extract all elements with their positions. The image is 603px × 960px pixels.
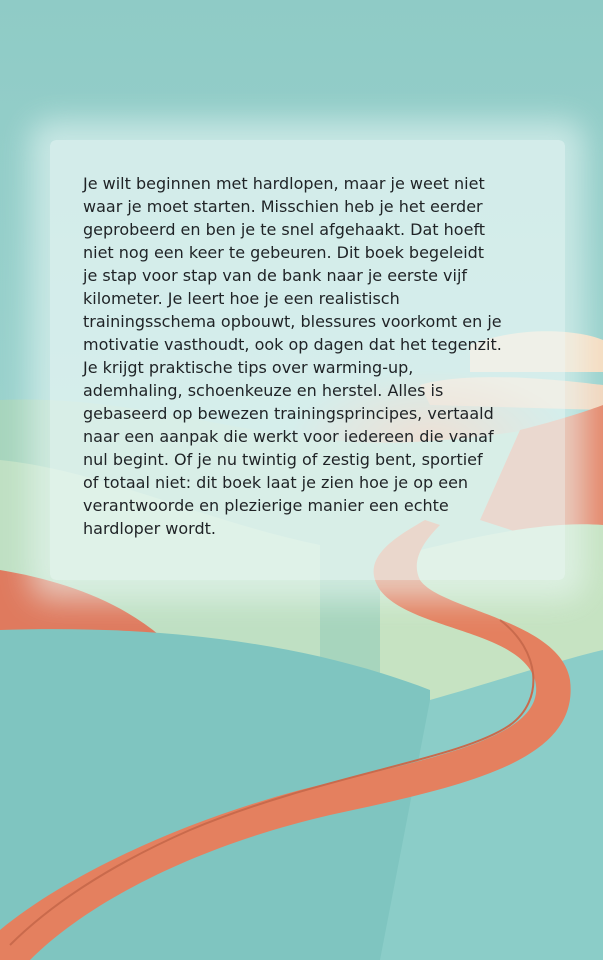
blurb-line: Je krijgt praktische tips over warming-up,: [83, 358, 414, 377]
blurb-line: gebaseerd op bewezen trainingsprincipes, vertaald: [83, 404, 494, 423]
blurb-line: je stap voor stap van de bank naar je eerste vijf: [83, 266, 468, 285]
blurb-line: motivatie vasthoudt, ook op dagen dat het tegenzit.: [83, 335, 502, 354]
blurb-line: of totaal niet: dit boek laat je zien hoe je op een: [83, 473, 469, 492]
blurb-line: naar een aanpak die werkt voor iedereen die vanaf: [83, 427, 494, 446]
blurb-line: niet nog een keer te gebeuren. Dit boek begeleidt: [83, 243, 485, 262]
blurb-line: ademhaling, schoenkeuze en herstel. Alles is: [83, 381, 444, 400]
blurb-line: trainingsschema opbouwt, blessures voorkomt en je: [83, 312, 502, 331]
blurb-line: hardloper wordt.: [83, 519, 216, 538]
blurb-line: geprobeerd en ben je te snel afgehaakt. Dat hoeft: [83, 220, 486, 239]
blurb-line: kilometer. Je leert hoe je een realistisch: [83, 289, 400, 308]
blurb-line: nul begint. Of je nu twintig of zestig bent, sportief: [83, 450, 483, 469]
back-cover-blurb: [83, 172, 563, 540]
blurb-line: waar je moet starten. Misschien heb je het eerder: [83, 197, 483, 216]
blurb-line: verantwoorde en plezierige manier een echte: [83, 496, 449, 515]
blurb-line: Je wilt beginnen met hardlopen, maar je weet niet: [83, 174, 485, 193]
